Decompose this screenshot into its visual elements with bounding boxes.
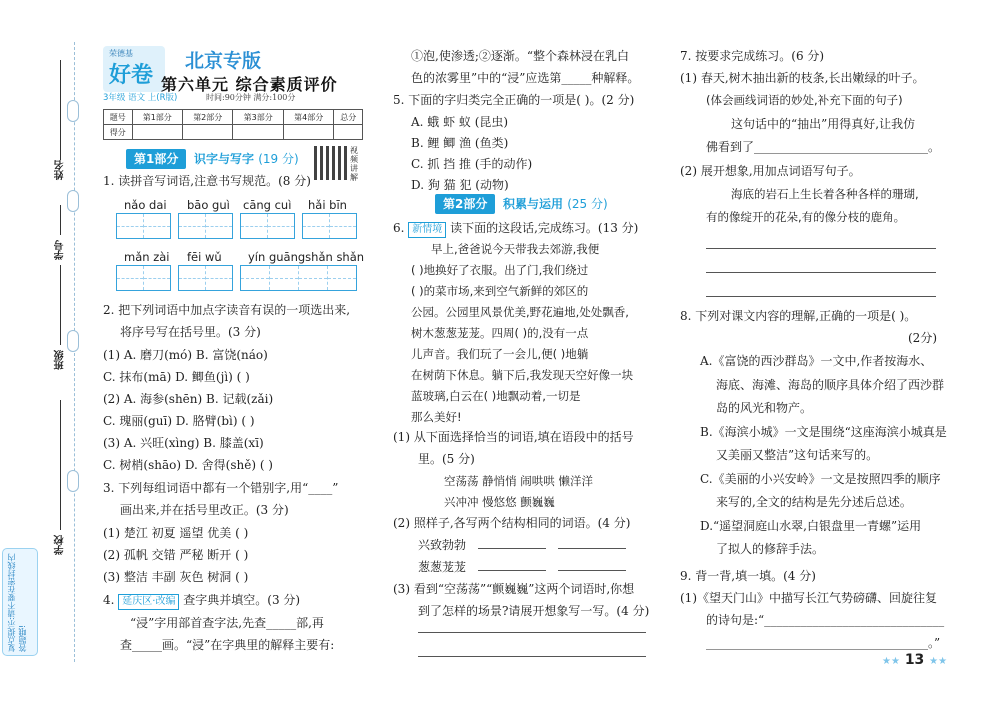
score-cell[interactable] <box>233 125 283 140</box>
class-line <box>60 265 61 345</box>
passage-line: 早上,爸爸说今天带我去郊游,我便 <box>431 242 600 256</box>
score-row-label: 得分 <box>104 125 133 140</box>
q8-option-line: D.“遥望洞庭山水翠,白银盘里一青螺”运用 <box>700 518 922 533</box>
score-header-cell: 第1部分 <box>132 110 182 125</box>
q8-option-line: 了拟人的修辞手法。 <box>716 542 825 556</box>
q2-option-row: (3) A. 兴旺(xìng) B. 膝盖(xī) <box>103 436 264 450</box>
q3-option-row: (3) 整洁 丰副 灰色 树洞 ( ) <box>103 570 249 584</box>
passage-line: 蓝玻璃,白云在( )地飘动着,一切是 <box>411 389 581 403</box>
score-header-cell: 第3部分 <box>233 110 283 125</box>
writing-grid[interactable] <box>240 213 295 239</box>
writing-grid[interactable] <box>178 265 233 291</box>
answer-line[interactable] <box>418 656 646 657</box>
pinyin: yín guāngshǎn shǎn <box>248 250 365 264</box>
exam-meta: 时间:90分钟 满分:100分 <box>206 93 296 102</box>
answer-line[interactable] <box>478 548 546 549</box>
q1-stem: 1. 读拼音写词语,注意书写规范。(8 分) <box>103 174 311 188</box>
q4-tag: 延庆区·改编 <box>118 594 179 610</box>
passage-line: 在树荫下休息。躺下后,我发现天空好像一块 <box>411 368 634 382</box>
seal-hole <box>67 100 79 122</box>
q5-stem: 5. 下面的字归类完全正确的一项是( )。(2 分) <box>393 93 635 107</box>
binding-margin <box>0 0 90 711</box>
q2-option-row: (2) A. 海参(shēn) B. 记载(zǎi) <box>103 392 274 406</box>
q2-stem: 2. 把下列词语中加点字读音有误的一项选出来, <box>103 303 351 317</box>
q5-option: B. 鲤 鲫 渔 (鱼类) <box>411 136 509 150</box>
q7-hint: (体会画线词语的妙处,补充下面的句子) <box>706 93 903 107</box>
passage-line: 儿声音。我们玩了一会儿,便( )地躺 <box>411 347 589 361</box>
pinyin: hǎi bīn <box>308 198 347 212</box>
seal-hole <box>67 470 79 492</box>
q8-option-line: 岛的风光和物产。 <box>716 401 813 415</box>
logo-text: 好卷 <box>109 63 154 88</box>
q3-stem-2: 画出来,并在括号里改正。(3 分) <box>120 503 289 517</box>
answer-line[interactable] <box>706 248 936 249</box>
q6-sub1: (1) 从下面选择恰当的词语,填在语段中的括号 <box>393 430 634 444</box>
seal-hole <box>67 190 79 212</box>
page-title: 第六单元 综合素质评价 <box>161 75 338 94</box>
q6-tag: 新情境 <box>408 222 446 238</box>
word-bank: 空荡荡 静悄悄 闹哄哄 懒洋洋 <box>444 474 593 488</box>
q6-sub3: (3) 看到“空荡荡”“颤巍巍”这两个词语时,你想 <box>393 582 635 596</box>
q7-sub1: (1) 春天,树木抽出新的枝条,长出嫩绿的叶子。 <box>680 71 925 85</box>
q8-option-line: C.《美丽的小兴安岭》一文是按照四季的顺序 <box>700 471 941 486</box>
passage-line: ( )的菜市场,来到空气新鲜的郊区的 <box>411 284 589 298</box>
logo <box>103 46 165 92</box>
passage-line: ( )地换好了衣服。出了门,我们绕过 <box>411 263 589 277</box>
logo-small-text: 荣德基 <box>109 49 133 58</box>
writing-grid[interactable] <box>116 265 171 291</box>
answer-line[interactable] <box>706 272 936 273</box>
q7-stem: 7. 按要求完成练习。(6 分) <box>680 49 825 63</box>
score-cell[interactable] <box>132 125 182 140</box>
q6-sub1b: 里。(5 分) <box>418 452 475 466</box>
section-1-badge: 第1部分 <box>126 149 186 169</box>
q8-stem: 8. 下列对课文内容的理解,正确的一项是( )。 <box>680 309 917 323</box>
q4-line: “浸”字用部首查字法,先查_____部,再 <box>130 616 324 630</box>
q4-text: 查字典并填空。(3 分) <box>183 593 301 607</box>
q2-option-row: C. 树梢(shāo) D. 舍得(shě) ( ) <box>103 458 273 472</box>
q9-sub1c: _____________________________________。” <box>706 636 941 650</box>
q6-sub2: (2) 照样子,各写两个结构相同的词语。(4 分) <box>393 516 631 530</box>
example-word: 葱葱茏茏 <box>418 560 467 574</box>
name-line <box>60 60 61 160</box>
q6-text: 读下面的这段话,完成练习。(13 分) <box>450 221 639 235</box>
example-word: 兴致勃勃 <box>418 538 467 552</box>
q4-line: 查_____画。“浸”在字典里的解释主要有: <box>120 638 335 652</box>
q8-option-line: 海底、海滩、海岛的顺序具体介绍了西沙群 <box>716 377 945 392</box>
seal-line <box>74 42 75 662</box>
answer-line[interactable] <box>558 548 626 549</box>
header-brand <box>103 46 363 92</box>
word-bank: 兴冲冲 慢悠悠 颤巍巍 <box>444 495 555 509</box>
score-header-cell: 总分 <box>334 110 363 125</box>
writing-grid[interactable] <box>178 213 233 239</box>
answer-line[interactable] <box>558 570 626 571</box>
q9-sub1b: 的诗句是:“______________________________ <box>706 613 945 627</box>
q4-stem: 4. 延庆区·改编 查字典并填空。(3 分) <box>103 590 300 611</box>
q6-sub3b: 到了怎样的场景?请展开想象写一写。(4 分) <box>418 604 650 618</box>
name-label: 姓名 <box>55 160 66 180</box>
score-cell[interactable] <box>283 125 333 140</box>
grade-label: 3年级 语文 上(R版) <box>103 93 178 103</box>
q2-stem-2: 将序号写在括号里。(3 分) <box>120 325 261 339</box>
q2-option-row: (1) A. 磨刀(mó) B. 富饶(náo) <box>103 348 268 362</box>
school-line <box>60 400 61 530</box>
qr-label: 视频讲解 <box>350 146 358 182</box>
q2-option-row: C. 瑰丽(guī) D. 胳臂(bì) ( ) <box>103 414 255 428</box>
q7-example: 有的像绽开的花朵,有的像分枝的鹿角。 <box>706 210 906 224</box>
q9-stem: 9. 背一背,填一填。(4 分) <box>680 569 816 583</box>
class-label: 班级 <box>55 350 66 370</box>
q3-option-row: (2) 孤帆 交错 严秘 断开 ( ) <box>103 548 249 562</box>
series-title: 北京专版 <box>185 50 262 72</box>
q3-stem: 3. 下列每组词语中都有一个错别字,用“____” <box>103 481 339 495</box>
q7-sub2: (2) 展开想象,用加点词语写句子。 <box>680 164 861 178</box>
q6-stem: 6. 新情境 读下面的这段话,完成练习。(13 分) <box>393 218 638 239</box>
q4-cont: 色的浓雾里”中的“浸”应选第_____种解释。 <box>411 71 640 85</box>
passage-line: 那么美好! <box>411 410 462 424</box>
id-label: 学号 <box>55 240 66 260</box>
q5-option: C. 抓 挡 推 (手的动作) <box>411 157 533 171</box>
q5-option: D. 狗 猫 犯 (动物) <box>411 178 509 192</box>
q7-sub1c: 这句话中的“抽出”用得真好,让我仿 <box>731 117 916 131</box>
seal-hole <box>67 330 79 352</box>
writing-grid[interactable] <box>240 265 357 291</box>
pinyin: nǎo dai <box>124 198 167 212</box>
q7-example: 海底的岩石上生长着各种各样的珊瑚, <box>731 187 919 201</box>
pinyin: mǎn zài <box>124 250 170 264</box>
passage-line: 树木葱葱茏茏。四周( )的,没有一点 <box>411 326 589 340</box>
q3-option-row: (1) 楚江 初夏 遥望 优美 ( ) <box>103 526 249 540</box>
q4-cont: ①泡,使渗透;②逐渐。“整个森林浸在乳白 <box>411 49 629 63</box>
score-cell[interactable] <box>183 125 233 140</box>
qr-code[interactable] <box>314 146 348 180</box>
score-cell[interactable] <box>334 125 363 140</box>
answer-line[interactable] <box>706 296 936 297</box>
writing-grid[interactable] <box>116 213 171 239</box>
score-header-cell: 第4部分 <box>283 110 333 125</box>
section-1-title: 识字与写字 (19 分) <box>194 152 299 166</box>
answer-line[interactable] <box>418 632 646 633</box>
pinyin: bāo guì <box>187 198 230 212</box>
pinyin: fēi wǔ <box>187 250 222 264</box>
id-line <box>60 205 61 235</box>
writing-grid[interactable] <box>302 213 357 239</box>
score-table <box>103 109 363 140</box>
school-label: 学校 <box>55 535 66 555</box>
pinyin: cāng cuì <box>243 198 292 212</box>
passage-line: 公园。公园里风景优美,野花遍地,处处飘香, <box>411 305 629 319</box>
q2-option-row: C. 抹布(mā) D. 鲫鱼(jì) ( ) <box>103 370 250 384</box>
q8-option-line: B.《海滨小城》一文是围绕“这座海滨小城真是 <box>700 424 947 439</box>
q8-points: (2分) <box>908 331 937 345</box>
q8-option-line: 来写的,全文的结构是先分述后总述。 <box>716 495 912 509</box>
page-number: ★★ 13 ★★ <box>882 652 948 668</box>
q8-option-line: A.《富饶的西沙群岛》一文中,作者按海水、 <box>700 354 933 368</box>
section-2-badge: 第2部分 <box>435 194 495 214</box>
score-header-cell: 题号 <box>104 110 133 125</box>
reminder-badge: 复点提示:请不要在密封线内答题哦! <box>2 548 38 656</box>
q8-option-line: 又美丽又整洁”这句话来写的。 <box>716 448 879 462</box>
answer-line[interactable] <box>478 570 546 571</box>
q5-option: A. 蛾 虾 蚁 (昆虫) <box>411 115 509 129</box>
section-2-title: 积累与运用 (25 分) <box>503 197 608 211</box>
q7-sub1d: 佛看到了_____________________________。 <box>706 140 941 154</box>
score-header-cell: 第2部分 <box>183 110 233 125</box>
q9-sub1: (1)《望天门山》中描写长江气势磅礴、回旋往复 <box>680 591 937 605</box>
